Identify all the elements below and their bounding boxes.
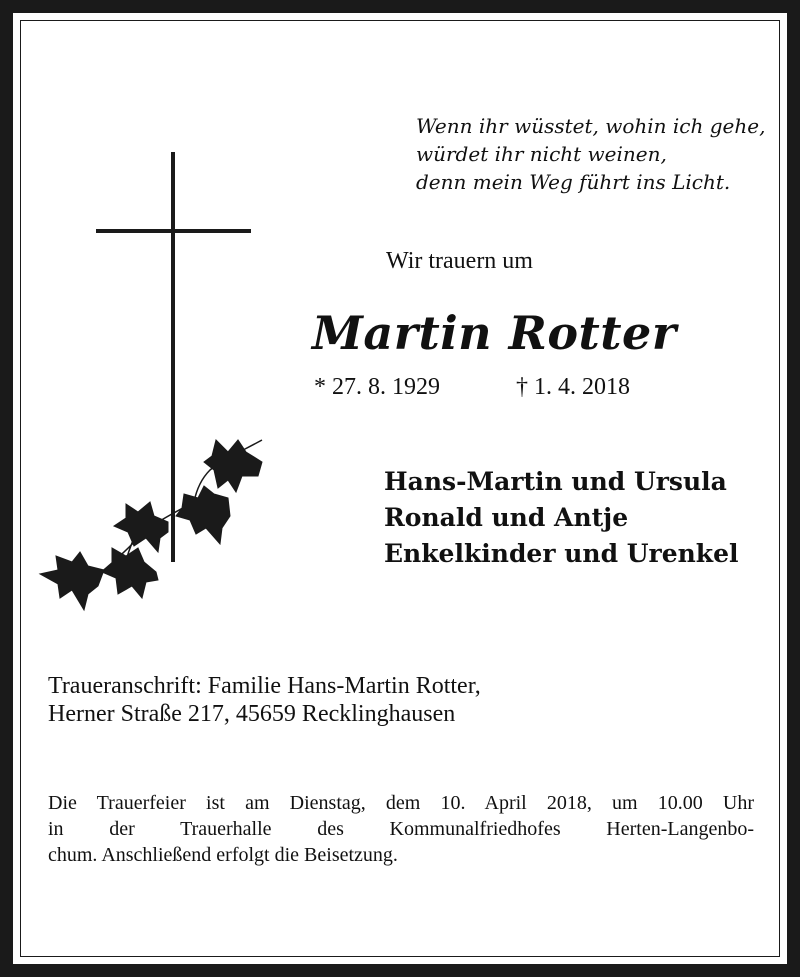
- quote: [416, 112, 786, 196]
- service-info: [48, 790, 754, 868]
- intro-text: Wir trauern um: [386, 248, 533, 274]
- service-line: Die Trauerfeier ist am Dienstag, dem 10. April 2018, um 10.00 Uhr: [48, 792, 754, 814]
- address-line: Herner Straße 217, 45659 Recklinghausen: [48, 701, 456, 727]
- address-line: Traueranschrift: Familie Hans-Martin Rotter,: [48, 673, 481, 699]
- mourner-line: Enkelkinder und Urenkel: [384, 539, 739, 568]
- mourners-list: [384, 464, 739, 572]
- ivy-leaves-icon: [40, 440, 262, 610]
- cross-with-ivy-illustration: [0, 0, 300, 640]
- quote-line: würdet ihr nicht weinen,: [416, 142, 667, 166]
- mourning-address: [48, 672, 481, 728]
- service-line: in der Trauerhalle des Kommunalfriedhofes Herten-Langenbo-: [48, 818, 754, 840]
- death-date: † 1. 4. 2018: [516, 374, 630, 400]
- quote-line: Wenn ihr wüsstet, wohin ich gehe,: [416, 114, 766, 138]
- quote-line: denn mein Weg führt ins Licht.: [416, 170, 731, 194]
- birth-date: * 27. 8. 1929: [314, 374, 440, 400]
- mourner-line: Ronald und Antje: [384, 503, 629, 532]
- service-line: chum. Anschließend erfolgt die Beisetzung.: [48, 844, 398, 866]
- mourner-line: Hans-Martin und Ursula: [384, 467, 727, 496]
- deceased-name: Martin Rotter: [312, 306, 677, 360]
